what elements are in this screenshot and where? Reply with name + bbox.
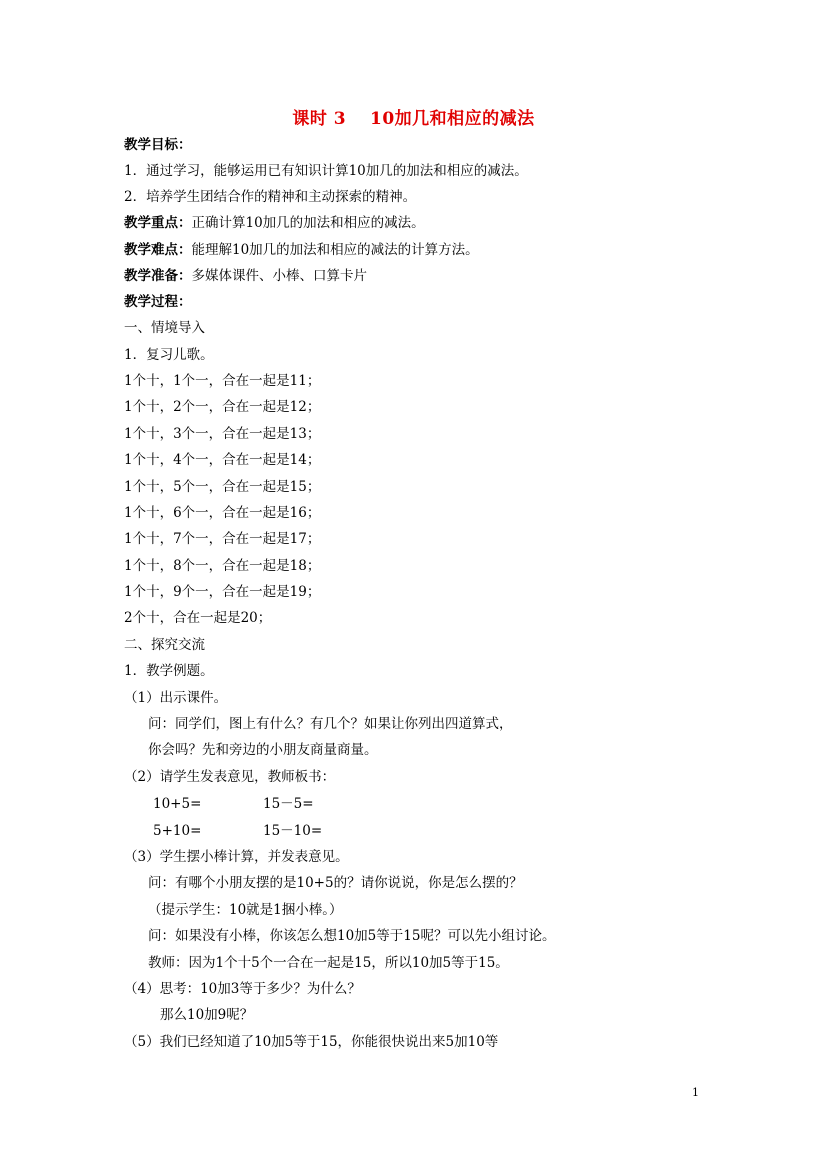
difficulty-label: 教学难点： [124,242,192,258]
difficulty-text: 能理解10加几的加法和相应的减法的计算方法。 [191,242,479,258]
step-1-question-2: 你会吗？先和旁边的小朋友商量商量。 [148,742,378,758]
key-point-text: 正确计算10加几的加法和相应的减法。 [191,215,425,231]
objective-1: 1．通过学习，能够运用已有知识计算10加几的加法和相应的减法。 [124,163,528,179]
step-3-teacher: 教师：因为1个十5个一合在一起是15，所以10加5等于15。 [148,955,509,971]
difficulty [124,241,479,259]
prep-text: 多媒体课件、小棒、口算卡片 [191,268,367,284]
rhyme-line: 1个十，4个一，合在一起是14； [124,452,321,468]
step-3-hint: （提示学生：10就是1捆小棒。） [148,902,343,918]
rhyme-line: 1个十，6个一，合在一起是16； [124,505,321,521]
page-title: 课时 3 10加几和相应的减法 [292,109,535,129]
step-4-followup: 那么10加9呢？ [160,1007,254,1023]
rhyme-line: 1个十，3个一，合在一起是13； [124,426,321,442]
step-5: （5）我们已经知道了10加5等于15，你能很快说出来5加10等 [124,1034,499,1050]
equation: 15－5= [263,796,314,812]
section-2-heading: 二、探究交流 [124,637,205,653]
step-1-question-1: 问：同学们，图上有什么？有几个？如果让你列出四道算式， [148,716,513,732]
key-point-label: 教学重点： [124,215,192,231]
rhyme-line: 1个十，8个一，合在一起是18； [124,558,321,574]
equation: 10+5= [153,796,202,812]
equation: 5+10= [153,823,202,839]
step-3-question-2: 问：如果没有小棒，你该怎么想10加5等于15呢？可以先小组讨论。 [148,928,556,944]
step-2: （2）请学生发表意见，教师板书： [124,769,336,785]
rhyme-line: 1个十，2个一，合在一起是12； [124,399,321,415]
prep-label: 教学准备： [124,268,192,284]
rhyme-line: 2个十，合在一起是20； [124,610,272,626]
section-1-heading: 一、情境导入 [124,320,205,336]
key-point [124,214,425,232]
rhyme-line: 1个十，5个一，合在一起是15； [124,479,321,495]
item-1-1: 1．复习儿歌。 [124,347,214,363]
process-heading: 教学过程： [124,294,192,310]
step-3-question-1: 问：有哪个小朋友摆的是10+5的？请你说说，你是怎么摆的？ [148,875,523,891]
step-4: （4）思考：10加3等于多少？为什么？ [124,981,361,997]
page-number: 1 [692,1086,699,1099]
rhyme-line: 1个十，1个一，合在一起是11； [124,373,321,389]
objectives-heading: 教学目标： [124,137,192,153]
equation: 15－10= [263,823,323,839]
item-2-1: 1．教学例题。 [124,663,214,679]
preparation [124,267,367,285]
step-3: （3）学生摆小棒计算，并发表意见。 [124,849,349,865]
objective-2: 2．培养学生团结合作的精神和主动探索的精神。 [124,189,417,205]
rhyme-line: 1个十，7个一，合在一起是17； [124,531,321,547]
step-1: （1）出示课件。 [124,690,228,706]
rhyme-line: 1个十，9个一，合在一起是19； [124,584,321,600]
